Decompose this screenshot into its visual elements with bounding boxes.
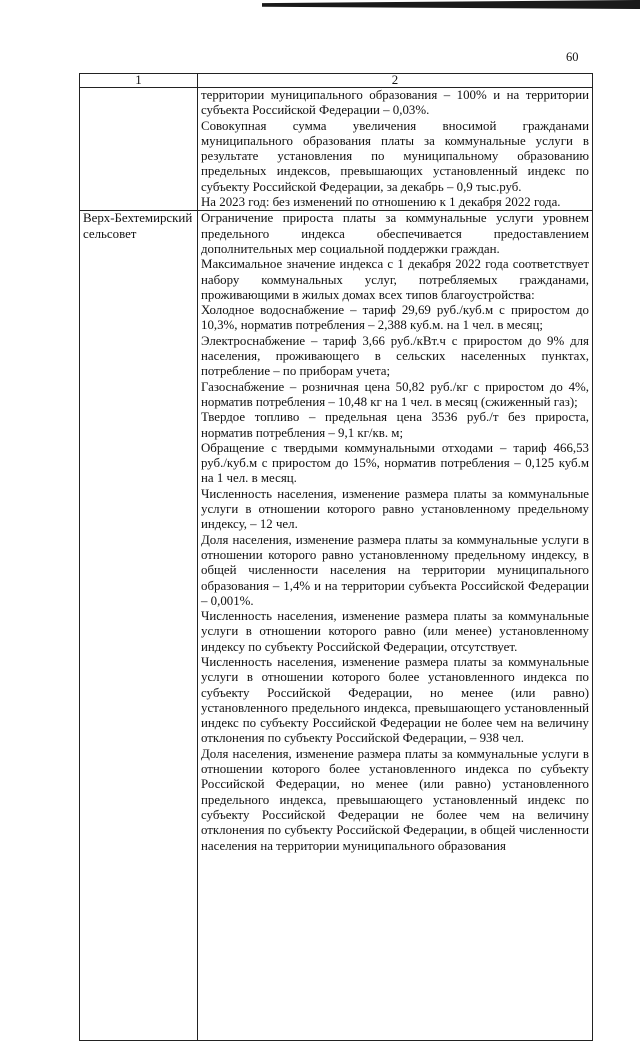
paragraph: Численность населения, изменение размера платы за коммунальные услуги в отношении которого равно (или менее) установленному индексу по субъекту Российской Федерации, отсутствует. [201,609,589,654]
paragraph: Доля населения, изменение размера платы за коммунальные услуги в отношении которого более установленного индекса по субъекту Российской Федерации, но менее (или равно) установленного предельного индекса, превышающего установленный индекс по субъекту Российской Федерации не более чем на величину отклонения по субъекту Российской Федерации, в общей численности населения на территории муниципального образования [201,746,589,853]
paragraph: территории муниципального образования – 100% и на территории субъекта Российской Федерации – 0,03%. [201,88,589,118]
paragraph: На 2023 год: без изменений по отношению к 1 декабря 2022 года. [201,195,561,210]
table-row [80,211,593,1041]
paragraph: Холодное водоснабжение – тариф 29,69 руб./куб.м с приростом до 10,3%, норматив потребления – 2,388 куб.м. на 1 чел. в месяц; [201,303,589,333]
paragraph: Обращение с твердыми коммунальными отходами – тариф 466,53 руб./куб.м с приростом до 15%, норматив потребления – 0,125 куб.м на 1 чел. в месяц. [201,440,589,486]
paragraph: Доля населения, изменение размера платы за коммунальные услуги в отношении которого равно установленному предельному индексу, в общей численности населения на территории муниципального образования – 1,4% и на территории субъекта Российской Федерации – 0,001%. [201,532,589,608]
description-cell [198,211,593,1041]
paragraph: Электроснабжение – тариф 3,66 руб./кВт.ч с приростом до 9% для населения, проживающего в сельских населенных пунктах, потребление – по приборам учета; [201,333,589,379]
header-cell-2: 2 [198,74,593,88]
scan-edge-bar [262,0,640,9]
municipality-cell [80,88,198,211]
paragraph: Ограничение прироста платы за коммунальные услуги уровнем предельного индекса обеспечивается предоставлением дополнительных мер социальной поддержки граждан. [201,211,589,256]
description-cell [198,88,593,211]
paragraph: Газоснабжение – розничная цена 50,82 руб./кг с приростом до 4%, норматив потребления – 10,48 кг на 1 чел. в месяц (сжиженный газ); [201,379,589,409]
paragraph: Максимальное значение индекса с 1 декабря 2022 года соответствует набору коммунальных услуг, потребляемых гражданами, проживающими в жилых домах всех типов благоустройства: [201,257,589,302]
paragraph: Численность населения, изменение размера платы за коммунальные услуги в отношении которого более установленного индекса по субъекту Российской Федерации, но менее (или равно) установленного предельного индекса, превышающего установленный индекс по субъекту Российской Федерации не более чем на величину отклонения по субъекту Российской Федерации, – 938 чел. [201,654,589,746]
paragraph: Твердое топливо – предельная цена 3536 руб./т без прироста, норматив потребления – 9,1 кг/кв. м; [201,410,589,440]
data-table [79,73,593,1041]
table-header-row [80,74,593,88]
municipality-cell: Верх-Бехтемирский сельсовет [80,211,198,1041]
paragraph: Численность населения, изменение размера платы за коммунальные услуги в отношении которого равно установленному предельному индексу, – 12 чел. [201,486,589,532]
table-row [80,88,593,211]
paragraph: Совокупная сумма увеличения вносимой гражданами муниципального образования платы за коммунальные услуги в результате установления по муниципальному образованию предельных индексов, превышающих установленный индекс по субъекту Российской Федерации, за декабрь – 0,9 тыс.руб. [201,118,589,194]
header-cell-1: 1 [80,74,198,88]
page-number: 60 [566,50,579,64]
